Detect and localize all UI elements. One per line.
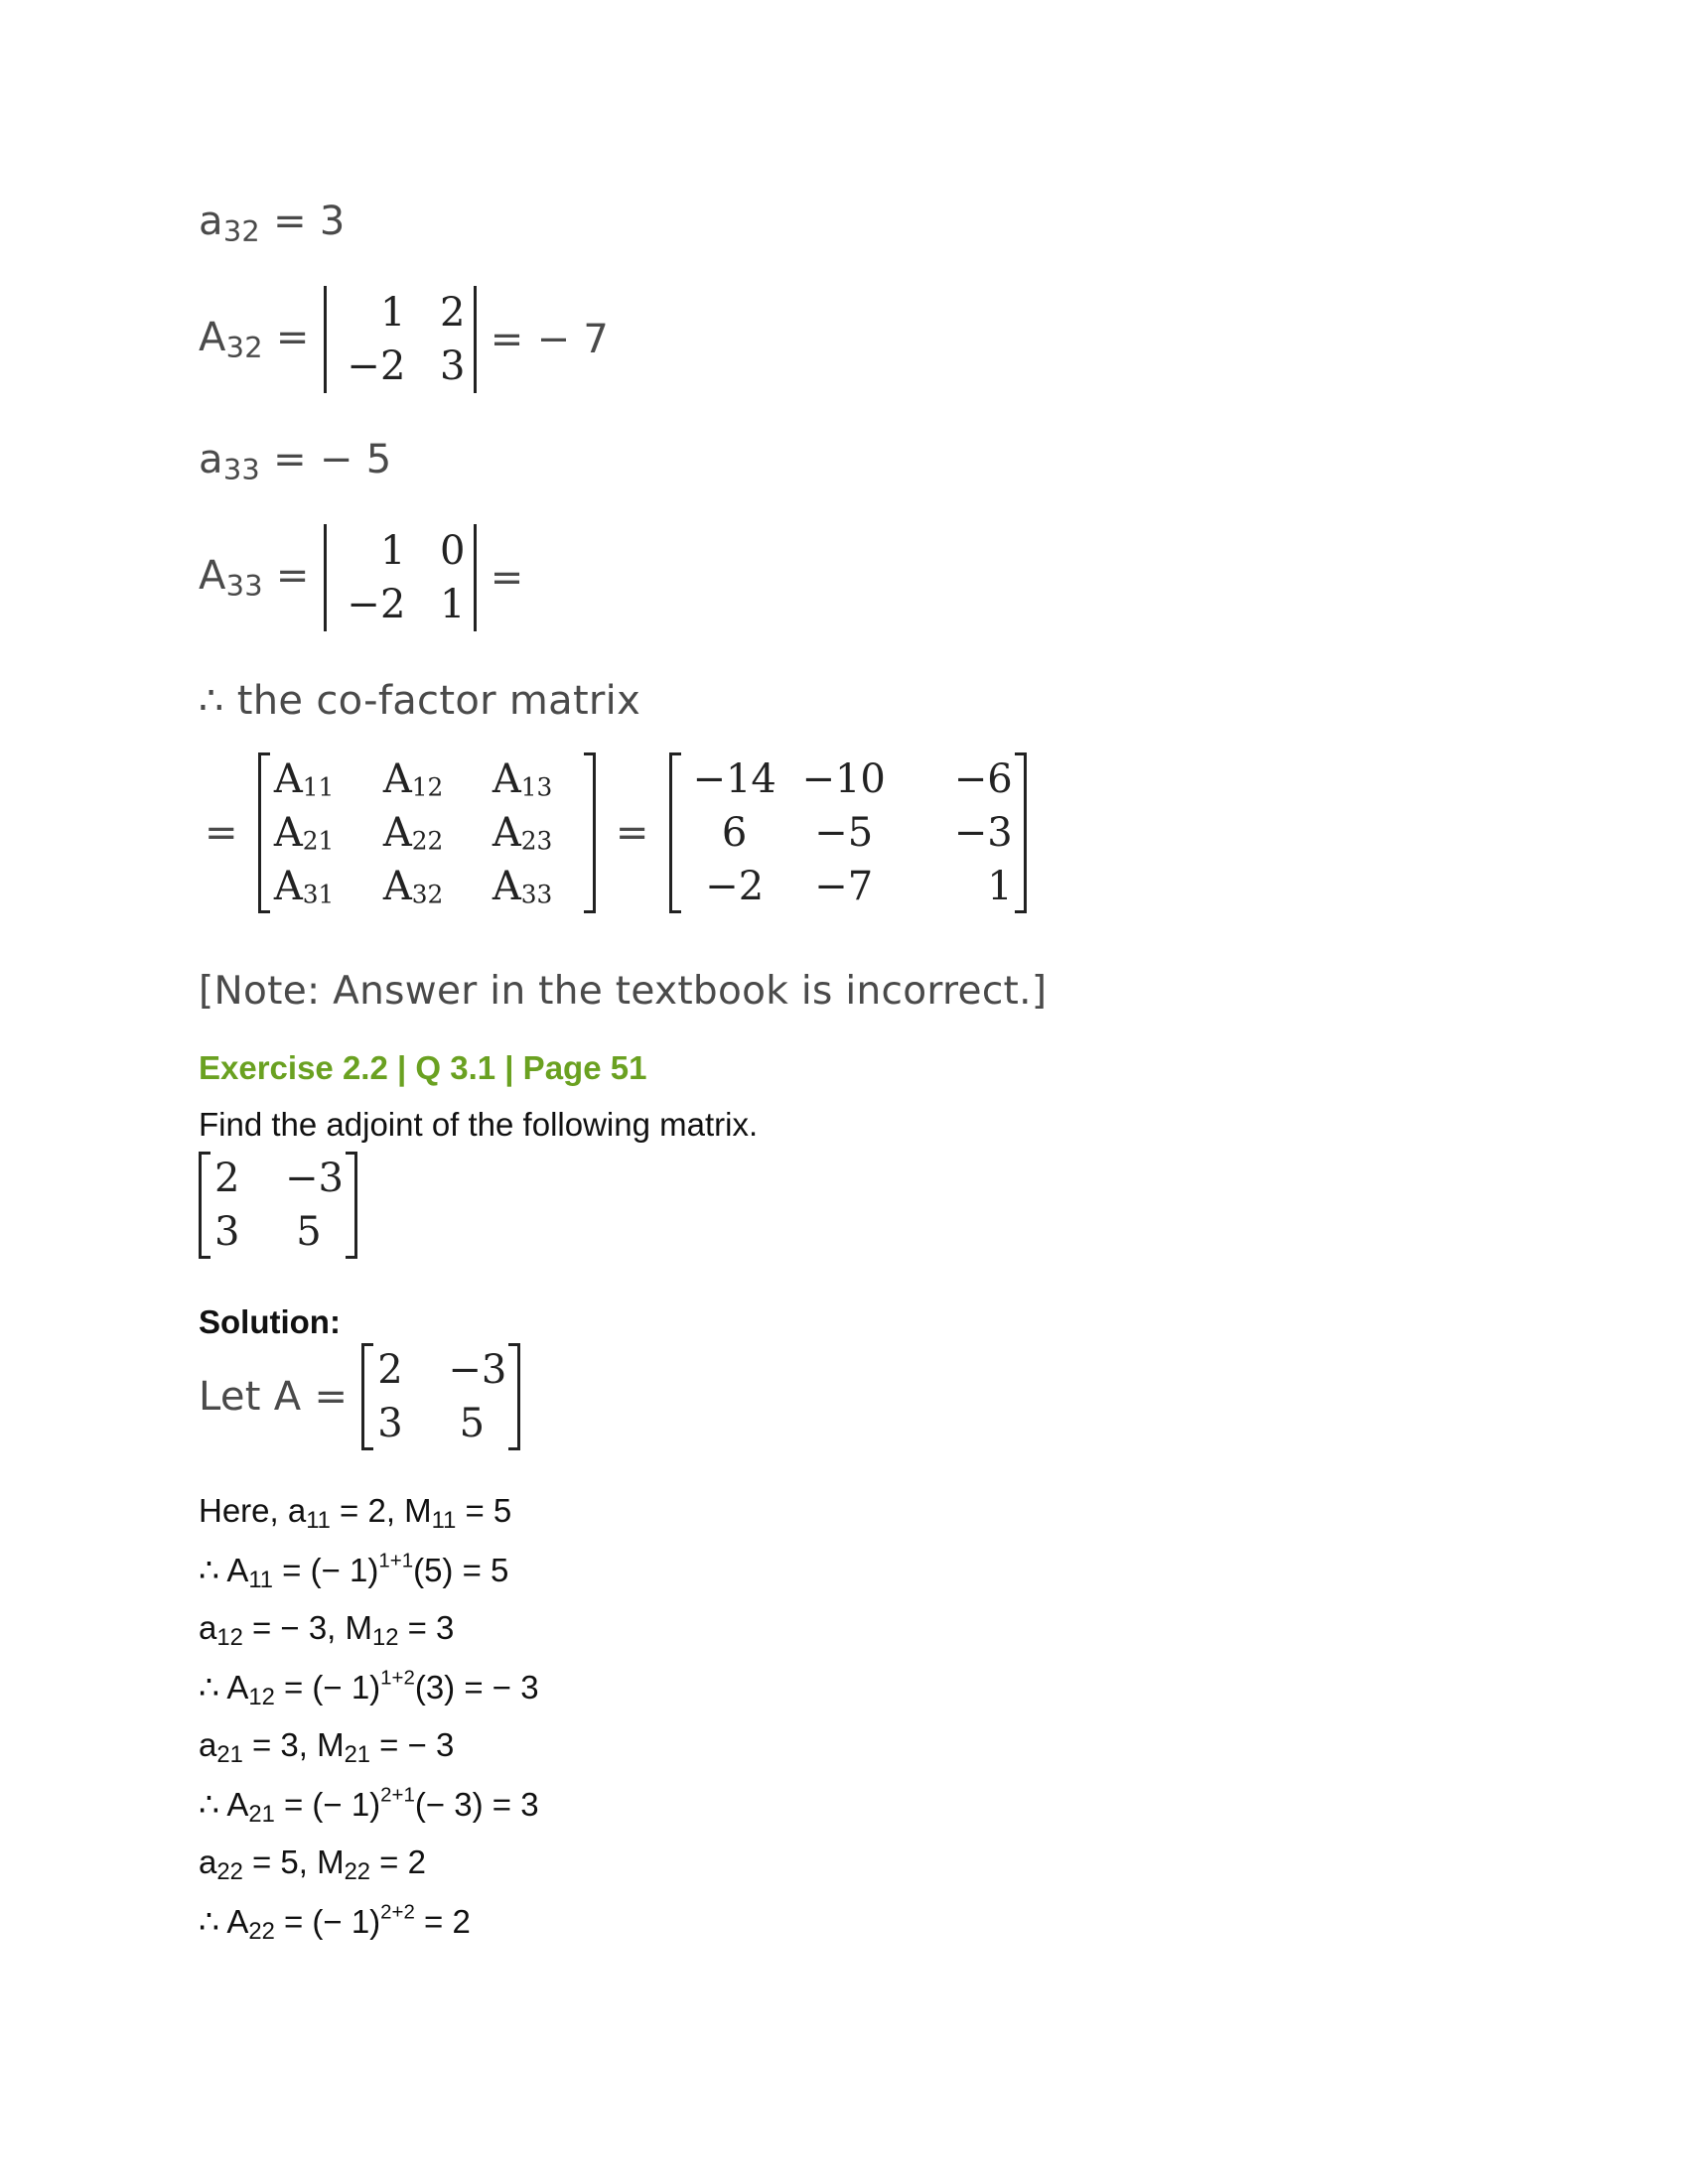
matrix-cell: −3 xyxy=(285,1156,344,1201)
step-text: ∴ A xyxy=(199,1786,249,1823)
subscript: 33 xyxy=(225,569,263,604)
step-text: = − 3, M xyxy=(242,1609,373,1646)
cofactor-matrix-equation xyxy=(199,752,1041,913)
value: = − 5 xyxy=(260,437,392,482)
question-text: Find the adjoint of the following matrix. xyxy=(199,1106,759,1143)
matrix-cell: 2 xyxy=(377,1347,403,1393)
subscript: 32 xyxy=(222,214,261,249)
line-A32-determinant xyxy=(199,286,609,393)
symbol: A xyxy=(199,314,226,360)
textbook-note: [Note: Answer in the textbook is incorrect.] xyxy=(199,969,1048,1014)
symbol: a xyxy=(199,199,223,244)
subscript: 11 xyxy=(302,772,335,802)
determinant-A32 xyxy=(324,286,477,393)
step-text: = 3, M xyxy=(242,1726,345,1763)
cofactor-heading: ∴ the co-factor matrix xyxy=(199,678,641,724)
det-cell: 1 xyxy=(440,582,466,627)
step-text: = (− 1) xyxy=(274,1903,381,1940)
line-A33-determinant xyxy=(199,524,524,631)
value: = 3 xyxy=(260,199,346,244)
cofactor-symbol-matrix xyxy=(258,752,596,913)
det-cell: 1 xyxy=(380,290,406,336)
exercise-heading: Exercise 2.2 | Q 3.1 | Page 51 xyxy=(199,1049,647,1086)
matrix-cell: 6 xyxy=(721,810,748,856)
let-label: Let A = xyxy=(199,1374,349,1420)
determinant-A33 xyxy=(324,524,477,631)
symbol: A xyxy=(199,552,226,599)
matrix-cell: −14 xyxy=(692,756,776,802)
subscript: 32 xyxy=(225,331,263,365)
step-text: = (− 1) xyxy=(274,1786,381,1823)
subscript: 11 xyxy=(248,1566,274,1593)
superscript: 2+2 xyxy=(380,1900,415,1924)
superscript: 1+2 xyxy=(380,1666,415,1690)
subscript: 23 xyxy=(520,826,553,856)
det-cell: 2 xyxy=(440,290,466,336)
question-matrix-row xyxy=(199,1152,371,1259)
subscript: 11 xyxy=(306,1506,331,1534)
superscript: 2+1 xyxy=(380,1783,415,1807)
cofactor-value-matrix xyxy=(669,752,1027,913)
step-text: ∴ A xyxy=(199,1903,249,1940)
matrix-cell: 3 xyxy=(214,1209,240,1255)
cofactor-symbol: A xyxy=(273,756,303,802)
det-cell: −2 xyxy=(347,582,406,627)
step-text: = 2, M xyxy=(330,1492,432,1529)
line-a32 xyxy=(199,199,346,248)
matrix-cell: 5 xyxy=(459,1401,486,1446)
subscript: 11 xyxy=(431,1506,457,1534)
question-matrix xyxy=(199,1152,357,1259)
matrix-cell: −2 xyxy=(705,864,765,909)
matrix-cell: −5 xyxy=(814,810,874,856)
step-text: a xyxy=(199,1843,217,1880)
step-line xyxy=(199,1551,508,1594)
subscript: 33 xyxy=(520,880,553,909)
matrix-cell: 3 xyxy=(377,1401,403,1446)
subscript: 22 xyxy=(344,1857,370,1885)
subscript: 31 xyxy=(302,880,335,909)
step-line xyxy=(199,1902,471,1946)
step-text: ∴ A xyxy=(199,1552,249,1588)
subscript: 12 xyxy=(248,1683,275,1710)
superscript: 1+1 xyxy=(378,1549,414,1572)
det-cell: −2 xyxy=(347,343,406,389)
subscript: 22 xyxy=(411,826,444,856)
step-text: = (− 1) xyxy=(273,1552,379,1588)
matrix-cell: 5 xyxy=(296,1209,322,1255)
step-text: = 5 xyxy=(456,1492,512,1529)
step-text: a xyxy=(199,1726,217,1763)
cofactor-symbol: A xyxy=(382,864,412,909)
step-text: (− 3) = 3 xyxy=(414,1786,539,1823)
matrix-cell: −3 xyxy=(448,1347,507,1393)
subscript: 21 xyxy=(216,1740,243,1768)
step-text: = (− 1) xyxy=(274,1669,381,1706)
equals-sign: = xyxy=(615,810,649,856)
cofactor-symbol: A xyxy=(382,756,412,802)
step-line xyxy=(199,1609,454,1652)
step-text: Here, a xyxy=(199,1492,307,1529)
matrix-cell: 1 xyxy=(987,864,1013,909)
step-text: = 2 xyxy=(414,1903,471,1940)
subscript: 12 xyxy=(411,772,444,802)
result: = − 7 xyxy=(490,317,610,362)
matrix-cell: −10 xyxy=(801,756,886,802)
step-line xyxy=(199,1843,426,1886)
step-text: = 3 xyxy=(398,1609,455,1646)
subscript: 21 xyxy=(248,1800,275,1828)
det-cell: 3 xyxy=(440,343,466,389)
subscript: 13 xyxy=(520,772,553,802)
step-text: = 2 xyxy=(370,1843,426,1880)
subscript: 21 xyxy=(302,826,335,856)
matrix-cell: −3 xyxy=(953,810,1013,856)
subscript: 21 xyxy=(344,1740,370,1768)
cofactor-symbol: A xyxy=(382,810,412,856)
cofactor-symbol: A xyxy=(492,756,521,802)
cofactor-symbol: A xyxy=(492,810,521,856)
subscript: 22 xyxy=(248,1917,275,1945)
equals-sign: = xyxy=(205,810,238,856)
det-cell: 0 xyxy=(440,528,466,574)
equals: = xyxy=(262,552,310,599)
subscript: 22 xyxy=(216,1857,243,1885)
cofactor-symbol: A xyxy=(492,864,521,909)
solution-label: Solution: xyxy=(199,1303,341,1340)
subscript: 33 xyxy=(222,453,261,487)
result: = xyxy=(490,555,524,601)
symbol: a xyxy=(199,437,223,482)
step-text: (3) = − 3 xyxy=(414,1669,539,1706)
step-text: (5) = 5 xyxy=(413,1552,509,1588)
step-text: a xyxy=(199,1609,217,1646)
step-text: ∴ A xyxy=(199,1669,249,1706)
let-A-row xyxy=(199,1343,534,1450)
subscript: 12 xyxy=(216,1623,243,1651)
line-a33 xyxy=(199,437,392,486)
subscript: 32 xyxy=(411,880,444,909)
subscript: 12 xyxy=(372,1623,399,1651)
cofactor-symbol: A xyxy=(273,810,303,856)
step-line xyxy=(199,1726,454,1769)
step-text: = 5, M xyxy=(242,1843,345,1880)
det-cell: 1 xyxy=(380,528,406,574)
let-matrix xyxy=(361,1343,520,1450)
step-line xyxy=(199,1492,511,1535)
step-line xyxy=(199,1785,539,1829)
matrix-cell: 2 xyxy=(214,1156,240,1201)
equals: = xyxy=(262,314,310,360)
matrix-cell: −6 xyxy=(953,756,1013,802)
step-line xyxy=(199,1668,539,1711)
step-text: = − 3 xyxy=(370,1726,455,1763)
cofactor-symbol: A xyxy=(273,864,303,909)
matrix-cell: −7 xyxy=(814,864,874,909)
